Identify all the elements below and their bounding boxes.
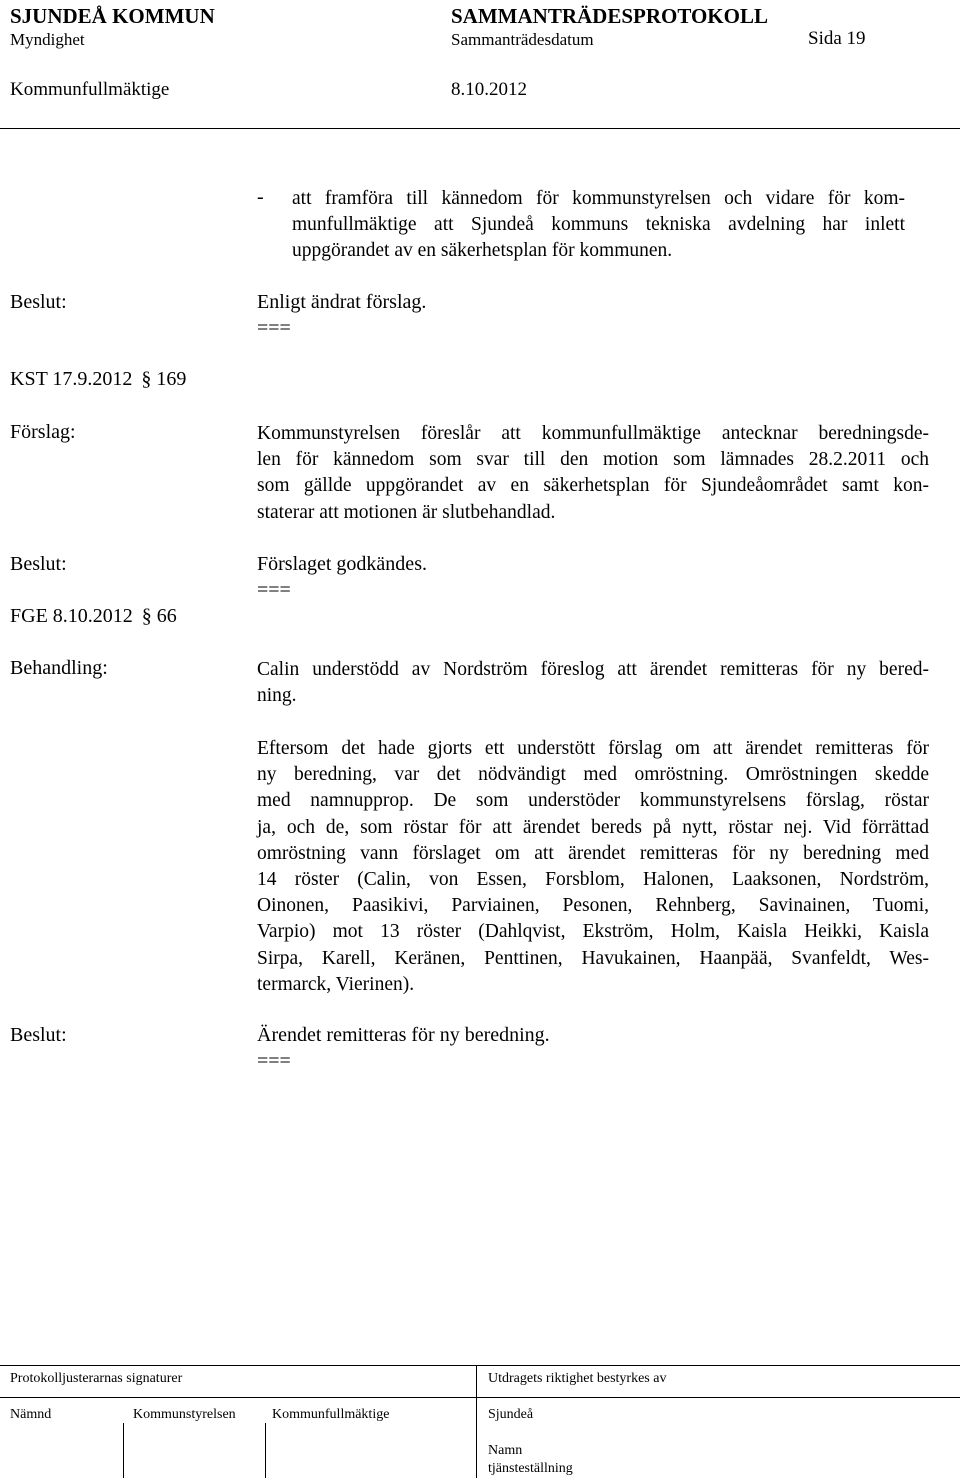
footer-mid-rule [0,1397,960,1398]
section-separator: === [257,579,291,601]
vote-line: Varpio) mot 13 röster (Dahlqvist, Ekström, Holm, Kaisla Heikki, Kaisla [257,921,929,943]
footer-signature-box [123,1423,124,1478]
certification-place: Sjundeå [488,1407,534,1422]
vote-line: Eftersom det hade gjorts ett understött förslag om att ärendet remitteras för [257,738,929,759]
bodies-label: Nämnd [10,1407,52,1422]
decision-text: Ärendet remitteras för ny beredning. [257,1024,550,1046]
authority-label: Myndighet [10,30,85,49]
vote-line: omröstning vann förslaget om att ärendet remitteras för ny beredning med [257,842,929,864]
proposal-line: len för kännedom som svar till den motion som lämnades 28.2.2011 och [257,449,929,471]
decision-text: Enligt ändrat förslag. [257,291,427,313]
meeting-date-label: Sammanträdesdatum [451,30,594,49]
handling-line: ning. [257,685,297,707]
vote-line: Sirpa, Karell, Keränen, Penttinen, Havukainen, Haanpää, Svanfeldt, Wes- [257,947,929,969]
section-separator: === [257,1050,291,1072]
intro-line: att framföra till kännedom för kommunstyrelsen och vidare för kom- [292,188,905,209]
section-number: 169 [156,368,187,390]
handling-line: Calin understödd av Nordström föreslog att ärendet remitteras för ny bered- [257,659,929,680]
reference-fge [10,605,177,628]
signatures-label: Protokolljusterarnas signaturer [10,1371,183,1386]
vote-line: termarck, Vierinen). [257,973,415,995]
section-sign-icon: § [141,368,152,390]
vote-line: ny beredning, var det nödvändigt med omröstning. Omröstningen skedde [257,764,929,786]
footer-vertical-divider [476,1365,477,1478]
reference-text: FGE 8.10.2012 [10,605,133,627]
vote-line: med namnupprop. De som understöder kommunstyrelsens förslag, röstar [257,790,929,812]
handling-paragraph [257,657,929,709]
signature-body-kommunstyrelsen: Kommunstyrelsen [133,1407,236,1422]
footer-signature-box [265,1423,266,1478]
intro-paragraph [292,186,905,265]
authority-name: Kommunfullmäktige [10,79,170,100]
municipality-name: SJUNDEÅ KOMMUN [10,4,215,28]
certifier-name-label: Namn [488,1443,523,1458]
decision-text: Förslaget godkändes. [257,553,427,575]
header-divider [0,128,960,129]
section-sign-icon: § [141,605,152,627]
intro-line: munfullmäktige att Sjundeå kommuns tekniska avdelning har inlett [292,214,905,236]
intro-line: uppgörandet av en säkerhetsplan för kommunen. [292,240,673,262]
bullet-dash: - [257,186,264,208]
proposal-line: Kommunstyrelsen föreslår att kommunfullmäktige antecknar beredningsde- [257,423,929,444]
footer-top-rule [0,1365,960,1366]
meeting-date: 8.10.2012 [451,79,527,100]
proposal-line: staterar att motionen är slutbehandlad. [257,501,556,523]
section-number: 66 [156,605,177,627]
proposal-label: Förslag: [10,421,76,443]
vote-paragraph [257,736,929,998]
proposal-paragraph [257,421,929,526]
vote-line: 14 röster (Calin, von Essen, Forsblom, Halonen, Laaksonen, Nordström, [257,869,929,891]
reference-kst [10,368,186,391]
decision-label: Beslut: [10,291,67,313]
handling-label: Behandling: [10,657,108,679]
vote-line: ja, och de, som röstar för att ärendet bereds på nytt, röstar nej. Vid förrättad [257,816,929,838]
certifier-title-label: tjänsteställning [488,1461,573,1476]
decision-label: Beslut: [10,553,67,575]
certified-label: Utdragets riktighet bestyrkes av [488,1371,667,1386]
signature-body-kommunfullmaktige: Kommunfullmäktige [272,1407,390,1422]
section-separator: === [257,317,291,339]
reference-text: KST 17.9.2012 [10,368,133,390]
vote-line: Oinonen, Paasikivi, Parviainen, Pesonen, Rehnberg, Savinainen, Tuomi, [257,895,929,917]
page-number: Sida 19 [808,28,866,49]
document-type: SAMMANTRÄDESPROTOKOLL [451,4,768,28]
decision-label: Beslut: [10,1024,67,1046]
proposal-line: som gällde uppgörandet av en säkerhetsplan för Sjundeåområdet samt kon- [257,475,929,497]
